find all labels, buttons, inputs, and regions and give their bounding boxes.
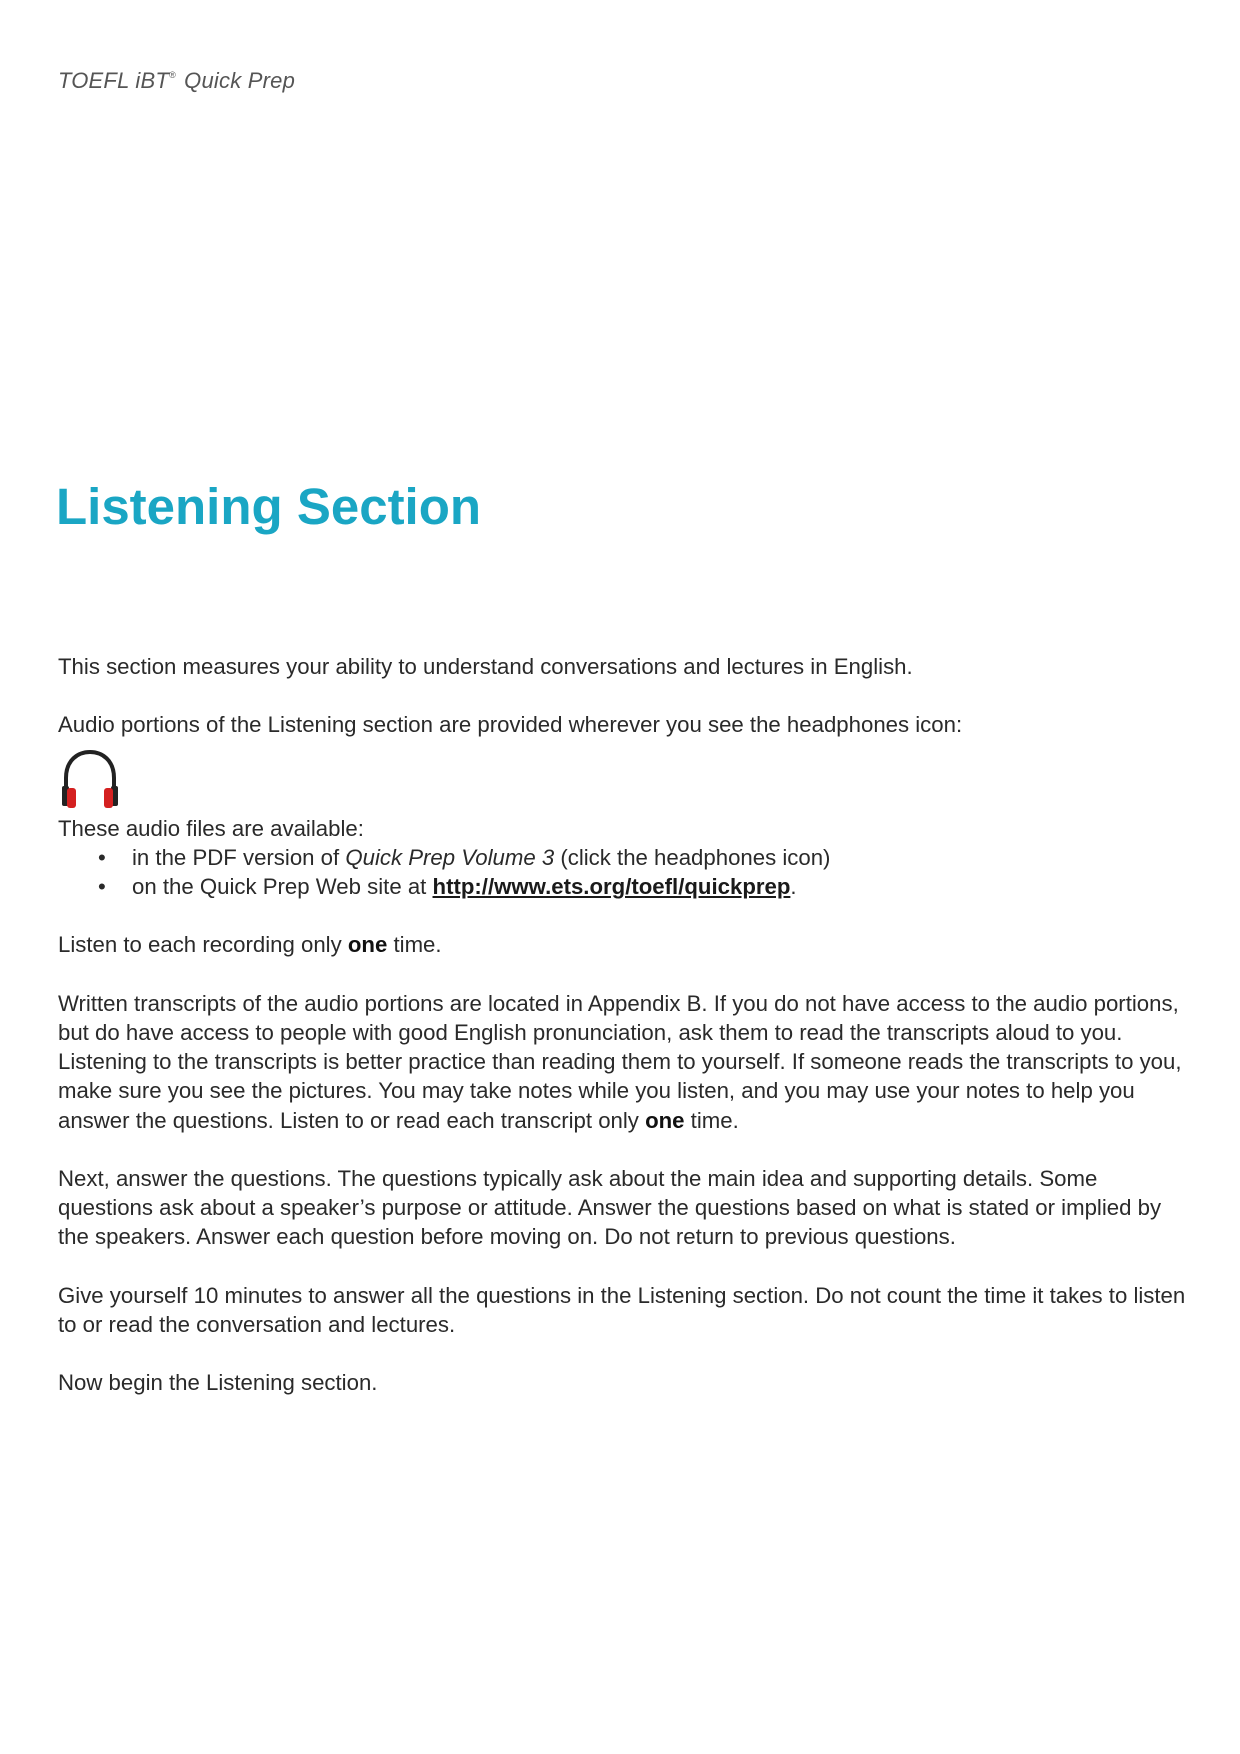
quickprep-link[interactable]: http://www.ets.org/toefl/quickprep xyxy=(432,874,791,899)
running-head-title: TOEFL iBT xyxy=(58,68,170,93)
registered-mark: ® xyxy=(169,70,176,80)
availability-lead: These audio files are available: xyxy=(58,815,364,841)
paragraph-text: Written transcripts of the audio portions are located in Appendix B. If you do not have access to the audio portions, but do have access to people with good English pronunciation, ask them to read the transcripts aloud to you. Listening to the transcripts is better practice than reading them to yourself. If someone reads the transcripts to you, make sure you see the pictures. You may take notes while you listen, and you may use your notes to help you answer the questions. Listen to or read each transcript only xyxy=(58,990,1182,1133)
answer-instructions: Next, answer the questions. The questions typically ask about the main idea and supporting details. Some questions ask about a speaker’s purpose or attitude. Answer the questions based on what is stated or implied by the speakers. Answer each question before moving on. Do not return to previous questions. xyxy=(58,1165,1162,1250)
availability-list xyxy=(58,843,1188,901)
running-head xyxy=(58,68,295,94)
volume-title: Quick Prep Volume 3 xyxy=(345,844,555,870)
list-item-text: in the PDF version of xyxy=(132,844,346,870)
paragraph-text: Listen to each recording only xyxy=(58,932,348,958)
list-item-text: on the Quick Prep Web site at xyxy=(132,874,433,899)
bullet: • xyxy=(98,874,106,899)
running-head-suffix: Quick Prep xyxy=(177,68,296,93)
time-instructions: Give yourself 10 minutes to answer all the questions in the Listening section. Do not count the time it takes to listen to or read the conversation and lectures. xyxy=(58,1282,1186,1337)
section-body xyxy=(58,652,1188,1427)
paragraph-text: time. xyxy=(684,1107,739,1133)
emphasis: one xyxy=(347,932,388,958)
intro-paragraph: This section measures your ability to understand conversations and lectures in English. xyxy=(58,654,913,679)
headphones-icon[interactable] xyxy=(58,748,122,812)
listen-once-paragraph xyxy=(58,930,1188,959)
transcripts-paragraph xyxy=(58,989,1188,1135)
begin-instruction: Now begin the Listening section. xyxy=(58,1370,378,1396)
bullet: • xyxy=(98,844,106,870)
list-item-text: . xyxy=(790,874,797,899)
emphasis: one xyxy=(645,1107,685,1133)
section-title: Listening Section xyxy=(56,478,482,535)
list-item xyxy=(58,843,1188,872)
paragraph-text: time. xyxy=(387,932,442,958)
audio-note: Audio portions of the Listening section are provided wherever you see the headphones icon: xyxy=(58,712,963,738)
list-item-text: (click the headphones icon) xyxy=(554,844,831,870)
list-item xyxy=(58,872,1188,901)
